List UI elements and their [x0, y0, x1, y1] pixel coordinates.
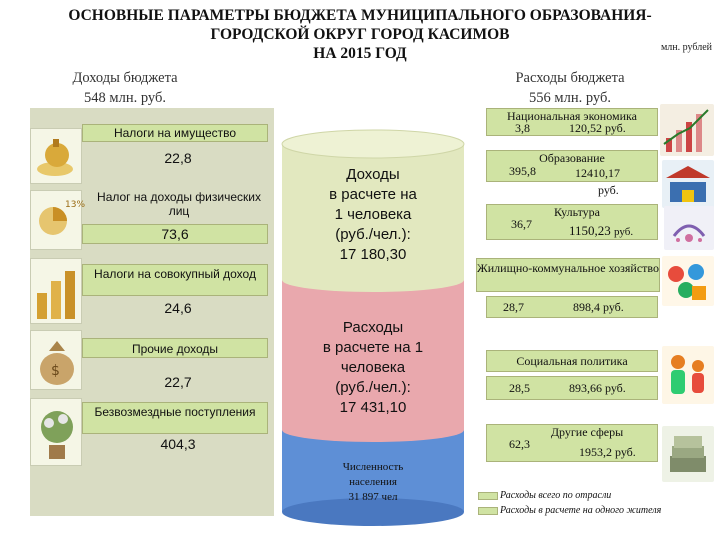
population-line-2: населения [349, 476, 397, 488]
expense-item-4-per-capita [573, 300, 624, 315]
expense-item-1 [486, 108, 658, 136]
title-line-2: ГОРОДСКОЙ ОКРУГ ГОРОД КАСИМОВ [210, 26, 510, 43]
expense-item-2-value: 395,8 [509, 164, 536, 178]
expense-item-4-per-capita-value: 898,4 [573, 300, 600, 314]
expense-total: 556 млн. руб. [529, 90, 611, 106]
expense-item-2-per-capita: 12410,17 [575, 166, 620, 180]
income-item-5-value: 404,3 [160, 436, 196, 452]
expense-item-6-value: 62,3 [509, 437, 530, 451]
expense-item-6-unit: руб. [615, 445, 636, 459]
chart-growth-icon [660, 104, 714, 156]
coin-icon [30, 128, 82, 184]
expense-item-3-per-capita [569, 223, 633, 239]
population-label [318, 460, 428, 505]
income-item-4-label: Прочие доходы [82, 338, 268, 358]
expense-item-4-label-bar [476, 258, 660, 292]
expense-item-2-label: Образование [539, 151, 605, 165]
expense-item-6-label: Другие сферы [550, 425, 624, 439]
income-cyl-line-5: 17 180,30 [339, 246, 407, 263]
expense-item-2-unit: руб. [598, 183, 619, 197]
expense-item-3 [486, 204, 658, 240]
expense-item-5-unit: руб. [605, 381, 626, 395]
income-cyl-line-4: (руб./чел.): [335, 226, 411, 243]
expense-item-5 [486, 376, 658, 400]
family-icon [662, 346, 714, 404]
expense-item-5-value: 28,5 [509, 381, 530, 395]
income-item-3-value: 24,6 [164, 300, 192, 316]
income-cyl-line-1: Доходы [346, 166, 400, 183]
culture-icon [664, 206, 714, 250]
expense-item-5-per-capita-value: 893,66 [569, 381, 602, 395]
coin-stacks-icon [30, 258, 82, 324]
expense-cyl-line-2: в расчете на 1 [322, 339, 424, 356]
income-item-2-value: 73,6 [82, 224, 268, 244]
expense-item-2 [486, 150, 658, 182]
title-line-3: НА 2015 ГОД [313, 45, 407, 62]
expense-item-3-unit: руб. [614, 226, 634, 238]
expense-item-6-per-capita [579, 445, 636, 460]
income-item-4-value: 22,7 [164, 374, 192, 390]
expense-item-5-label-bar [486, 350, 658, 372]
utilities-icon [662, 256, 714, 306]
expense-cyl-line-1: Расходы [342, 319, 404, 336]
expense-heading-label: Расходы бюджета [515, 70, 625, 86]
svg-text:$: $ [51, 363, 60, 379]
expense-item-6 [486, 424, 658, 462]
population-line-1: Численность [342, 461, 404, 473]
income-per-capita [288, 165, 458, 265]
expense-item-4-label: Жилищно-коммунальное хозяйство [477, 261, 660, 275]
legend-total-label: Расходы всего по отрасли [500, 490, 612, 501]
expense-heading [500, 68, 640, 108]
expense-item-4 [486, 296, 658, 318]
income-item-2-label: Налог на доходы физических лиц [97, 190, 261, 218]
income-total: 548 млн. руб. [84, 90, 166, 106]
expense-per-capita [288, 318, 458, 418]
units-label: млн. рублей [660, 42, 712, 53]
expense-item-1-unit: руб. [605, 121, 626, 135]
expense-item-4-value: 28,7 [503, 300, 524, 314]
population-line-3: 31 897 чел [348, 491, 398, 503]
income-heading [55, 68, 195, 108]
expense-cyl-line-4: (руб./чел.): [335, 379, 411, 396]
money-tree-icon [30, 398, 82, 466]
page-title [40, 6, 680, 63]
expense-item-5-label: Социальная политика [516, 354, 628, 368]
legend-per-capita-label: Расходы в расчете на одного жителя [500, 505, 662, 516]
percent-pie-icon [30, 190, 86, 250]
expense-item-1-per-capita [569, 121, 626, 136]
income-item-3-label: Налоги на совокупный доход [82, 264, 268, 296]
title-line-1: ОСНОВНЫЕ ПАРАМЕТРЫ БЮДЖЕТА МУНИЦИПАЛЬНОГО ОБРАЗОВАНИЯ- [68, 7, 652, 24]
income-cyl-line-3: 1 человека [334, 206, 412, 223]
legend-per-capita-swatch [478, 507, 498, 515]
expense-item-5-per-capita [569, 381, 626, 396]
education-icon [662, 160, 714, 208]
expense-item-3-value: 36,7 [511, 217, 532, 231]
income-heading-label: Доходы бюджета [72, 70, 178, 86]
expense-item-6-per-capita-value: 1953,2 [579, 445, 612, 459]
money-stack-icon [662, 426, 714, 482]
expense-item-1-value: 3,8 [515, 121, 530, 135]
expense-item-3-per-capita-value: 1150,23 [569, 223, 611, 238]
income-cyl-line-2: в расчете на [329, 186, 417, 203]
income-item-1-label: Налоги на имущество [82, 124, 268, 142]
income-item-1-value: 22,8 [164, 150, 192, 166]
legend-total-swatch [478, 492, 498, 500]
income-item-5-label: Безвозмездные поступления [82, 402, 268, 434]
expense-cyl-line-3: человека [340, 359, 406, 376]
expense-item-1-per-capita-value: 120,52 [569, 121, 602, 135]
svg-text:13%: 13% [65, 200, 86, 210]
money-bag-icon [30, 330, 82, 390]
expense-item-1-label: Национальная экономика [507, 109, 637, 123]
expense-item-4-unit: руб. [603, 300, 624, 314]
expense-cyl-line-5: 17 431,10 [339, 399, 407, 416]
expense-item-3-label: Культура [554, 205, 600, 219]
